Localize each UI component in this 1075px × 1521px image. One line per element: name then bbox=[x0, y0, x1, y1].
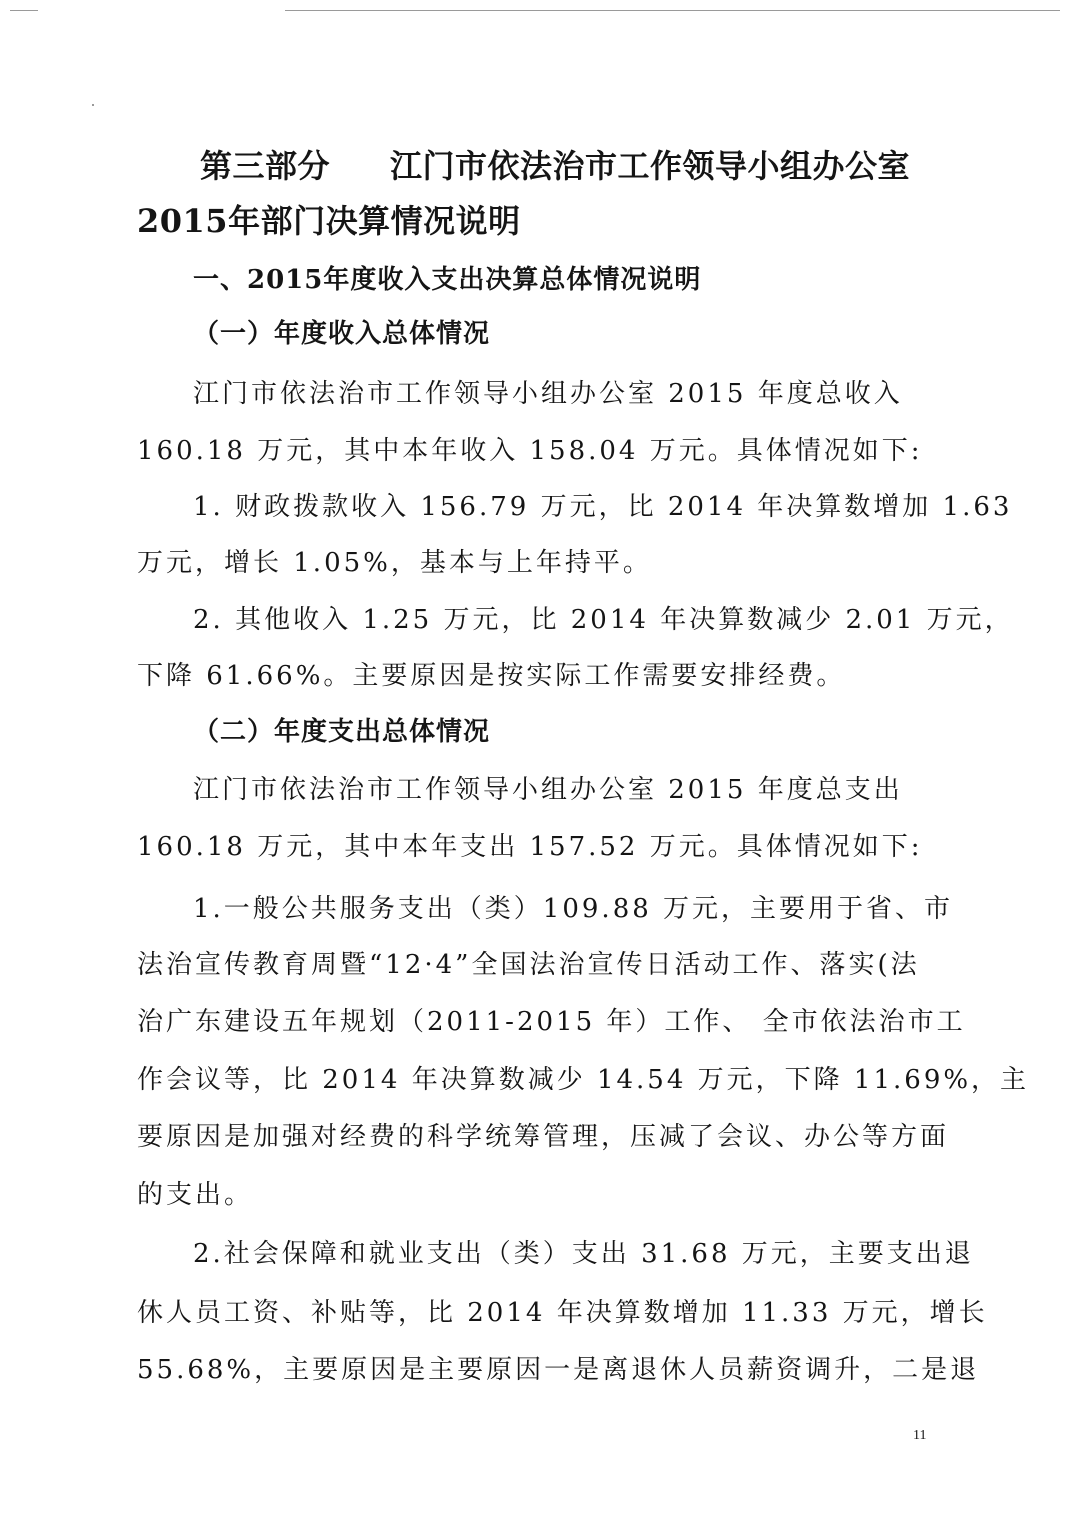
paragraph-line: 江门市依法治市工作领导小组办公室 2015 年度总收入 bbox=[193, 379, 903, 409]
paragraph-line: 2. 其他收入 1.25 万元，比 2014 年决算数减少 2.01 万元， bbox=[193, 605, 1014, 635]
paragraph-line: 万元，增长 1.05%，基本与上年持平。 bbox=[137, 548, 652, 578]
paragraph-line: 1. 财政拨款收入 156.79 万元，比 2014 年决算数增加 1.63 bbox=[193, 492, 1013, 522]
scan-edge-line-right bbox=[285, 10, 1060, 11]
document-title-line1 bbox=[200, 146, 940, 186]
document-title-line2: 2015年部门决算情况说明 bbox=[137, 202, 521, 240]
paragraph-line: 江门市依法治市工作领导小组办公室 2015 年度总支出 bbox=[193, 775, 903, 805]
paragraph-line: 作会议等，比 2014 年决算数减少 14.54 万元，下降 11.69%，主 bbox=[137, 1065, 1030, 1095]
paragraph-line: 治广东建设五年规划（2011-2015 年）工作、 全市依法治市工 bbox=[137, 1007, 966, 1037]
paragraph-line: 休人员工资、补贴等，比 2014 年决算数增加 11.33 万元，增长 bbox=[137, 1298, 988, 1328]
title-organization: 江门市依法治市工作领导小组办公室 bbox=[390, 147, 911, 185]
paragraph-line: 的支出。 bbox=[137, 1180, 254, 1210]
scan-edge-line-left bbox=[10, 10, 38, 11]
paragraph-line: 160.18 万元，其中本年支出 157.52 万元。具体情况如下: bbox=[137, 832, 923, 862]
paragraph-line: 法治宣传教育周暨“12·4”全国法治宣传日活动工作、落实(法 bbox=[137, 950, 920, 980]
paragraph-line: 1.一般公共服务支出（类）109.88 万元，主要用于省、市 bbox=[193, 894, 954, 924]
paragraph-line: 55.68%，主要原因是主要原因一是离退休人员薪资调升，二是退 bbox=[137, 1355, 980, 1385]
scan-speck bbox=[92, 104, 94, 106]
subsection-heading-income: （一）年度收入总体情况 bbox=[193, 319, 491, 349]
paragraph-line: 160.18 万元，其中本年收入 158.04 万元。具体情况如下: bbox=[137, 436, 923, 466]
paragraph-line: 2.社会保障和就业支出（类）支出 31.68 万元，主要支出退 bbox=[193, 1239, 974, 1269]
subsection-heading-expenditure: （二）年度支出总体情况 bbox=[193, 717, 491, 747]
title-part-label: 第三部分 bbox=[200, 147, 331, 185]
paragraph-line: 要原因是加强对经费的科学统筹管理，压减了会议、办公等方面 bbox=[137, 1122, 950, 1152]
page-number: 11 bbox=[913, 1428, 927, 1443]
paragraph-line: 下降 61.66%。主要原因是按实际工作需要安排经费。 bbox=[137, 661, 846, 691]
section-heading-1: 一、2015年度收入支出决算总体情况说明 bbox=[193, 265, 702, 295]
